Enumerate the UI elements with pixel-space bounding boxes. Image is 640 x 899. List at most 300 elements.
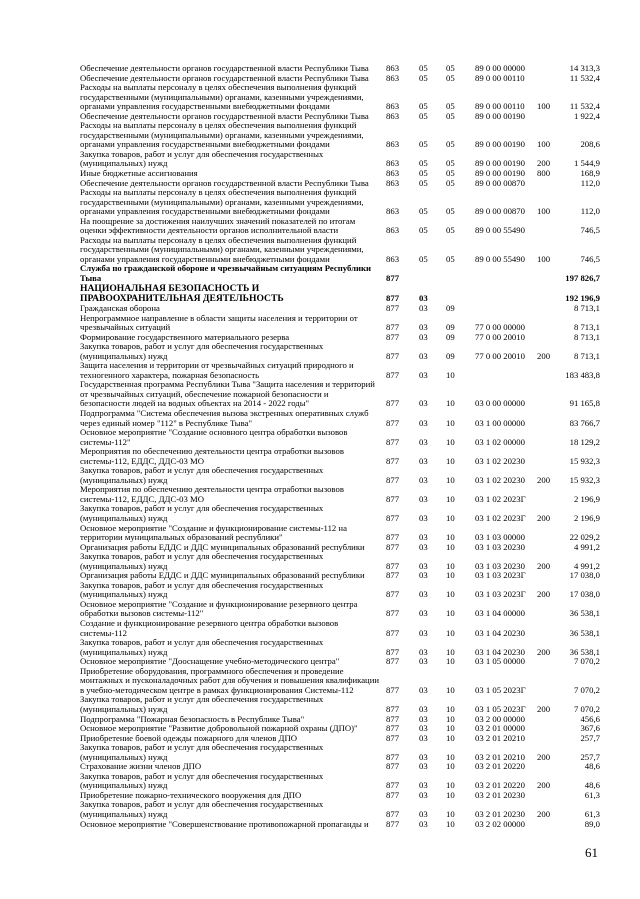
amount: 11 532,4	[569, 101, 600, 112]
ministry-code: 863	[386, 110, 400, 121]
amount: 746,5	[580, 253, 600, 264]
subsection-code: 10	[446, 541, 455, 552]
ministry-code: 877	[386, 751, 400, 762]
row-name: Закупка товаров, работ и услуг для обеспечения государственных (муниципальных) нужд	[80, 799, 324, 819]
section-code: 05	[419, 225, 428, 236]
subsection-code: 10	[446, 761, 455, 772]
subsection-code: 05	[446, 206, 455, 217]
amount: 112,0	[580, 177, 600, 188]
amount: 17 038,0	[569, 589, 600, 600]
table-row	[80, 284, 600, 304]
section-code: 05	[419, 158, 428, 169]
row-name: Обеспечение деятельности органов государственной власти Республики Тыва	[80, 72, 369, 83]
table-row	[80, 121, 600, 150]
section-code: 03	[419, 656, 428, 667]
subsection-code: 10	[446, 723, 455, 734]
subsection-code: 05	[446, 101, 455, 112]
target-article-code: 03 0 00 00000	[475, 398, 525, 409]
row-name: Основное мероприятие "Создание и функционирование системы-112 на территории муниципальных образований республики"	[80, 522, 347, 543]
target-article-code: 89 0 00 00190	[475, 139, 525, 150]
table-row	[80, 524, 600, 543]
row-name: Страхование жизни членов ДПО	[80, 761, 202, 772]
ministry-code: 877	[386, 513, 400, 524]
row-name: Приобретение пожарно-технического вооружения для ДПО	[80, 789, 302, 800]
subsection-code: 10	[446, 417, 455, 428]
section-code: 03	[419, 493, 428, 504]
subsection-code: 10	[446, 560, 455, 571]
ministry-code: 863	[386, 72, 400, 83]
amount: 61,3	[584, 789, 600, 800]
table-row	[80, 619, 600, 638]
subsection-code: 10	[446, 656, 455, 667]
subsection-code: 09	[446, 350, 455, 361]
target-article-code: 77 0 00 20010	[475, 350, 525, 361]
ministry-code: 863	[386, 177, 400, 188]
table-row	[80, 342, 600, 361]
table-row	[80, 236, 600, 265]
ministry-code: 877	[386, 808, 400, 819]
amount: 4 991,2	[573, 541, 600, 552]
target-article-code: 89 0 00 00190	[475, 158, 525, 169]
subsection-code: 10	[446, 608, 455, 619]
amount: 11 532,4	[569, 72, 600, 83]
table-row	[80, 552, 600, 571]
table-row	[80, 447, 600, 466]
row-name: Подпрограмма "Пожарная безопасность в Республике Тыва"	[80, 713, 305, 724]
section-code: 03	[419, 646, 428, 657]
amount: 8 713,1	[573, 322, 600, 333]
table-row	[80, 428, 600, 447]
ministry-code: 877	[386, 570, 400, 581]
amount: 22 029,2	[569, 532, 600, 543]
target-article-code: 03 1 05 2023Г	[475, 703, 526, 714]
table-row	[80, 667, 600, 696]
section-code: 03	[419, 789, 428, 800]
row-name: Организация работы ЕДДС и ДДС муниципальных образований республики	[80, 570, 365, 581]
amount: 456,6	[580, 713, 600, 724]
row-name: Обеспечение деятельности органов государственной власти Республики Тыва	[80, 110, 369, 121]
ministry-code: 863	[386, 225, 400, 236]
subsection-code: 05	[446, 110, 455, 121]
ministry-code: 863	[386, 206, 400, 217]
target-article-code: 03 2 01 20220	[475, 780, 525, 791]
subsection-code: 10	[446, 818, 455, 829]
section-code: 05	[419, 101, 428, 112]
target-article-code: 03 2 00 00000	[475, 713, 525, 724]
row-name: Приобретение оборудования, программного обеспечения и проведение монтажных и пусконаладочных работ для обучения и повышения квалификации в учебно-методическом центре в рамках функционирования Системы-112	[80, 665, 379, 695]
amount: 8 713,1	[573, 302, 600, 313]
row-name: Иные бюджетные ассигнования	[80, 168, 198, 179]
section-code: 03	[419, 732, 428, 743]
row-name: Основное мероприятие "Совершенствование противопожарной пропаганды и	[80, 818, 369, 829]
target-article-code: 03 2 01 20210	[475, 751, 525, 762]
target-article-code: 89 0 00 00110	[475, 101, 525, 112]
row-name: Закупка товаров, работ и услуг для обеспечения государственных (муниципальных) нужд	[80, 551, 324, 571]
row-name: Организация работы ЕДДС и ДДС муниципальных образований республики	[80, 541, 365, 552]
budget-table	[80, 64, 600, 829]
amount: 61,3	[584, 808, 600, 819]
row-name: Закупка товаров, работ и услуг для обеспечения государственных (муниципальных) нужд	[80, 148, 324, 169]
amount: 367,6	[580, 723, 600, 734]
amount: 746,5	[580, 225, 600, 236]
ministry-code: 877	[386, 398, 400, 409]
amount: 48,6	[584, 761, 600, 772]
subsection-code: 05	[446, 168, 455, 179]
row-name: Формирование государственного материального резерва	[80, 331, 290, 342]
row-name: Основное мероприятие "Создание и функционирование резервного центра обработки вызовов системы-112"	[80, 598, 358, 619]
section-code: 03	[419, 570, 428, 581]
expense-type-code: 200	[537, 646, 551, 657]
amount: 18 129,2	[569, 436, 600, 447]
section-code: 03	[419, 398, 428, 409]
ministry-code: 863	[386, 101, 400, 112]
target-article-code: 03 1 03 20230	[475, 560, 525, 571]
amount: 183 483,8	[565, 369, 600, 380]
subsection-code: 05	[446, 63, 455, 73]
ministry-code: 877	[386, 293, 400, 304]
amount: 7 070,2	[573, 703, 600, 714]
subsection-code: 05	[446, 72, 455, 83]
section-code: 05	[419, 253, 428, 264]
expense-type-code: 200	[537, 808, 551, 819]
target-article-code: 03 1 02 2023Г	[475, 513, 526, 524]
target-article-code: 89 0 00 00870	[475, 177, 525, 188]
row-name: Расходы на выплаты персоналу в целях обеспечения выполнения функций государственными (муниципальными) органами, казенными учреждениями, органами управления государственными внебюджетными фондами	[80, 120, 364, 150]
amount: 36 538,1	[569, 608, 600, 619]
target-article-code: 03 2 01 20220	[475, 761, 525, 772]
target-article-code: 03 1 02 2023Г	[475, 493, 526, 504]
section-code: 03	[419, 350, 428, 361]
amount: 36 538,1	[569, 646, 600, 657]
expense-type-code: 100	[537, 101, 551, 112]
amount: 7 070,2	[573, 684, 600, 695]
target-article-code: 03 1 03 20230	[475, 541, 525, 552]
target-article-code: 03 1 04 20230	[475, 627, 525, 638]
section-code: 03	[419, 751, 428, 762]
table-row	[80, 380, 600, 409]
ministry-code: 863	[386, 158, 400, 169]
section-code: 03	[419, 627, 428, 638]
ministry-code: 877	[386, 331, 400, 342]
row-name: Основное мероприятие "Дооснащение учебно-методического центра"	[80, 656, 340, 667]
expense-type-code: 200	[537, 780, 551, 791]
table-row	[80, 485, 600, 504]
amount: 208,6	[580, 139, 600, 150]
amount: 15 932,3	[569, 474, 600, 485]
amount: 168,9	[580, 168, 600, 179]
section-code: 05	[419, 168, 428, 179]
subsection-code: 10	[446, 646, 455, 657]
section-code: 03	[419, 513, 428, 524]
section-code: 05	[419, 110, 428, 121]
subsection-code: 10	[446, 398, 455, 409]
ministry-code: 877	[386, 493, 400, 504]
target-article-code: 03 2 01 20210	[475, 732, 525, 743]
amount: 17 038,0	[569, 570, 600, 581]
amount: 8 713,1	[573, 350, 600, 361]
ministry-code: 877	[386, 474, 400, 485]
section-code: 03	[419, 723, 428, 734]
target-article-code: 89 0 00 00190	[475, 168, 525, 179]
subsection-code: 09	[446, 302, 455, 313]
amount: 1 544,9	[573, 158, 600, 169]
row-name: Расходы на выплаты персоналу в целях обеспечения выполнения функций государственными (муниципальными) органами, казенными учреждениями, органами управления государственными внебюджетными фондами	[80, 234, 364, 264]
ministry-code: 877	[386, 532, 400, 543]
row-name: Защита населения и территории от чрезвычайных ситуаций природного и техногенного характера, пожарная безопасность	[80, 360, 354, 380]
ministry-code: 863	[386, 63, 400, 73]
amount: 91 165,8	[569, 398, 600, 409]
row-name: Закупка товаров, работ и услуг для обеспечения государственных (муниципальных) нужд	[80, 770, 324, 791]
table-row	[80, 695, 600, 714]
amount: 89,0	[584, 818, 600, 829]
target-article-code: 89 0 00 00000	[475, 63, 525, 73]
ministry-code: 877	[386, 560, 400, 571]
ministry-code: 877	[386, 789, 400, 800]
ministry-code: 877	[386, 273, 400, 284]
section-code: 03	[419, 780, 428, 791]
subsection-code: 10	[446, 513, 455, 524]
section-code: 03	[419, 417, 428, 428]
section-code: 05	[419, 206, 428, 217]
row-name: Основное мероприятие "Создание основного центра обработки вызовов системы-112"	[80, 427, 348, 447]
table-row	[80, 743, 600, 762]
row-name: Подпрограмма "Система обеспечения вызова экстренных оперативных служб через единый номер "112" в Республике Тыва"	[80, 408, 369, 428]
section-code: 03	[419, 703, 428, 714]
target-article-code: 03 1 03 2023Г	[475, 589, 526, 600]
expense-type-code: 200	[537, 513, 551, 524]
table-row	[80, 361, 600, 380]
row-name: Гражданская оборона	[80, 302, 160, 313]
subsection-code: 05	[446, 177, 455, 188]
row-name: Расходы на выплаты персоналу в целях обеспечения выполнения функций государственными (муниципальными) органами, казенными учреждениями, органами управления государственными внебюджетными фондами	[80, 82, 364, 112]
target-article-code: 03 2 02 00000	[475, 818, 525, 829]
target-article-code: 03 1 03 2023Г	[475, 570, 526, 581]
target-article-code: 03 1 05 00000	[475, 656, 525, 667]
subsection-code: 10	[446, 455, 455, 466]
row-name: Закупка товаров, работ и услуг для обеспечения государственных (муниципальных) нужд	[80, 637, 324, 657]
table-row	[80, 772, 600, 791]
amount: 192 196,9	[565, 293, 600, 304]
amount: 197 826,7	[565, 273, 600, 284]
table-row	[80, 504, 600, 523]
expense-type-code: 200	[537, 589, 551, 600]
amount: 257,7	[580, 751, 600, 762]
expense-type-code: 100	[537, 139, 551, 150]
row-name: Закупка товаров, работ и услуг для обеспечения государственных (муниципальных) нужд	[80, 742, 324, 762]
section-code: 03	[419, 331, 428, 342]
ministry-code: 877	[386, 646, 400, 657]
target-article-code: 03 1 02 20230	[475, 455, 525, 466]
ministry-code: 877	[386, 322, 400, 333]
expense-type-code: 200	[537, 703, 551, 714]
section-code: 03	[419, 436, 428, 447]
subsection-code: 10	[446, 589, 455, 600]
row-name: Непрограммное направление в области защиты населения и территории от чрезвычайных ситуаций	[80, 312, 358, 333]
amount: 83 766,7	[569, 417, 600, 428]
ministry-code: 877	[386, 656, 400, 667]
target-article-code: 89 0 00 55490	[475, 225, 525, 236]
subsection-code: 10	[446, 532, 455, 543]
ministry-code: 877	[386, 713, 400, 724]
ministry-code: 877	[386, 627, 400, 638]
row-name: НАЦИОНАЛЬНАЯ БЕЗОПАСНОСТЬ И ПРАВООХРАНИТЕЛЬНАЯ ДЕЯТЕЛЬНОСТЬ	[80, 282, 284, 304]
expense-type-code: 200	[537, 350, 551, 361]
row-name: Закупка товаров, работ и услуг для обеспечения государственных (муниципальных) нужд	[80, 503, 324, 524]
amount: 36 538,1	[569, 627, 600, 638]
table-row	[80, 820, 600, 830]
expense-type-code: 200	[537, 560, 551, 571]
section-code: 05	[419, 139, 428, 150]
row-name: Обеспечение деятельности органов государственной власти Республики Тыва	[80, 177, 369, 188]
row-name: Мероприятия по обеспечению деятельности центра отработки вызовов системы-112, ЕДДС, ДДС-03 МО	[80, 446, 344, 466]
ministry-code: 877	[386, 350, 400, 361]
table-row	[80, 409, 600, 428]
section-code: 03	[419, 761, 428, 772]
expense-type-code: 100	[537, 253, 551, 264]
target-article-code: 89 0 00 55490	[475, 253, 525, 264]
table-row	[80, 150, 600, 169]
section-code: 05	[419, 177, 428, 188]
table-row	[80, 217, 600, 236]
target-article-code: 03 1 04 20230	[475, 646, 525, 657]
ministry-code: 877	[386, 369, 400, 380]
row-name: Приобретение боевой одежды пожарного для членов ДПО	[80, 732, 297, 743]
amount: 7 070,2	[573, 656, 600, 667]
target-article-code: 89 0 00 00190	[475, 110, 525, 121]
ministry-code: 877	[386, 723, 400, 734]
table-row	[80, 264, 600, 283]
subsection-code: 05	[446, 253, 455, 264]
subsection-code: 10	[446, 474, 455, 485]
expense-type-code: 200	[537, 474, 551, 485]
amount: 2 196,9	[573, 513, 600, 524]
row-name: Обеспечение деятельности органов государственной власти Республики Тыва	[80, 63, 369, 73]
subsection-code: 10	[446, 808, 455, 819]
page-number: 61	[585, 845, 598, 860]
table-row	[80, 638, 600, 657]
amount: 4 991,2	[573, 560, 600, 571]
subsection-code: 05	[446, 139, 455, 150]
subsection-code: 05	[446, 225, 455, 236]
subsection-code: 10	[446, 684, 455, 695]
subsection-code: 10	[446, 732, 455, 743]
row-name: Закупка товаров, работ и услуг для обеспечения государственных (муниципальных) нужд	[80, 694, 324, 714]
table-row	[80, 466, 600, 485]
target-article-code: 03 1 00 00000	[475, 417, 525, 428]
ministry-code: 877	[386, 732, 400, 743]
subsection-code: 10	[446, 751, 455, 762]
subsection-code: 05	[446, 158, 455, 169]
target-article-code: 89 0 00 00870	[475, 206, 525, 217]
expense-type-code: 800	[537, 168, 551, 179]
target-article-code: 03 1 04 00000	[475, 608, 525, 619]
row-name: На поощрение за достижения наилучших значений показателей по итогам оценки эффективности деятельности органов исполнительной власти	[80, 215, 356, 236]
amount: 2 196,9	[573, 493, 600, 504]
subsection-code: 10	[446, 493, 455, 504]
row-name: Основное мероприятие "Развитие добровольной пожарной охраны (ДПО)"	[80, 723, 358, 734]
section-code: 03	[419, 302, 428, 313]
subsection-code: 10	[446, 627, 455, 638]
section-code: 03	[419, 455, 428, 466]
section-code: 03	[419, 474, 428, 485]
subsection-code: 10	[446, 369, 455, 380]
table-row	[80, 314, 600, 333]
section-code: 03	[419, 608, 428, 619]
target-article-code: 03 1 02 20230	[475, 474, 525, 485]
ministry-code: 877	[386, 684, 400, 695]
section-code: 03	[419, 293, 428, 304]
ministry-code: 877	[386, 761, 400, 772]
subsection-code: 10	[446, 713, 455, 724]
ministry-code: 877	[386, 780, 400, 791]
section-code: 03	[419, 322, 428, 333]
subsection-code: 10	[446, 570, 455, 581]
subsection-code: 10	[446, 780, 455, 791]
row-name: Служба по гражданской обороне и чрезвычайным ситуациям Республики Тыва	[80, 263, 372, 284]
section-code: 05	[419, 72, 428, 83]
target-article-code: 03 1 03 00000	[475, 532, 525, 543]
ministry-code: 863	[386, 168, 400, 179]
expense-type-code: 200	[537, 158, 551, 169]
amount: 14 313,3	[569, 63, 600, 73]
expense-type-code: 200	[537, 751, 551, 762]
subsection-code: 09	[446, 322, 455, 333]
ministry-code: 863	[386, 253, 400, 264]
amount: 48,6	[584, 780, 600, 791]
row-name: Расходы на выплаты персоналу в целях обеспечения выполнения функций государственными (муниципальными) органами, казенными учреждениями, органами управления государственными внебюджетными фондами	[80, 187, 364, 217]
subsection-code: 09	[446, 331, 455, 342]
section-code: 03	[419, 713, 428, 724]
ministry-code: 877	[386, 589, 400, 600]
target-article-code: 03 2 01 20230	[475, 789, 525, 800]
row-name: Закупка товаров, работ и услуг для обеспечения государственных (муниципальных) нужд	[80, 579, 324, 600]
target-article-code: 77 0 00 20010	[475, 331, 525, 342]
section-code: 03	[419, 532, 428, 543]
row-name: Создание и функционирование резервного центра обработки вызовов системы-112	[80, 618, 339, 638]
section-code: 03	[419, 818, 428, 829]
ministry-code: 877	[386, 302, 400, 313]
ministry-code: 877	[386, 608, 400, 619]
section-code: 03	[419, 589, 428, 600]
target-article-code: 03 1 05 2023Г	[475, 684, 526, 695]
section-code: 03	[419, 560, 428, 571]
row-name: Закупка товаров, работ и услуг для обеспечения государственных (муниципальных) нужд	[80, 341, 324, 361]
section-code: 03	[419, 541, 428, 552]
row-name: Мероприятия по обеспечению деятельности центра отработки вызовов системы-112, ЕДДС, ДДС-03 МО	[80, 484, 344, 504]
section-code: 03	[419, 369, 428, 380]
table-row	[80, 188, 600, 217]
ministry-code: 863	[386, 139, 400, 150]
ministry-code: 877	[386, 436, 400, 447]
target-article-code: 03 2 01 00000	[475, 723, 525, 734]
section-code: 03	[419, 808, 428, 819]
table-row	[80, 83, 600, 112]
amount: 1 922,4	[573, 110, 600, 121]
ministry-code: 877	[386, 455, 400, 466]
target-article-code: 77 0 00 00000	[475, 322, 525, 333]
ministry-code: 877	[386, 703, 400, 714]
table-row	[80, 800, 600, 819]
amount: 15 932,3	[569, 455, 600, 466]
amount: 257,7	[580, 732, 600, 743]
subsection-code: 10	[446, 703, 455, 714]
expense-type-code: 100	[537, 206, 551, 217]
target-article-code: 89 0 00 00110	[475, 72, 525, 83]
row-name: Закупка товаров, работ и услуг для обеспечения государственных (муниципальных) нужд	[80, 465, 324, 485]
target-article-code: 03 2 01 20230	[475, 808, 525, 819]
target-article-code: 03 1 02 00000	[475, 436, 525, 447]
ministry-code: 877	[386, 417, 400, 428]
